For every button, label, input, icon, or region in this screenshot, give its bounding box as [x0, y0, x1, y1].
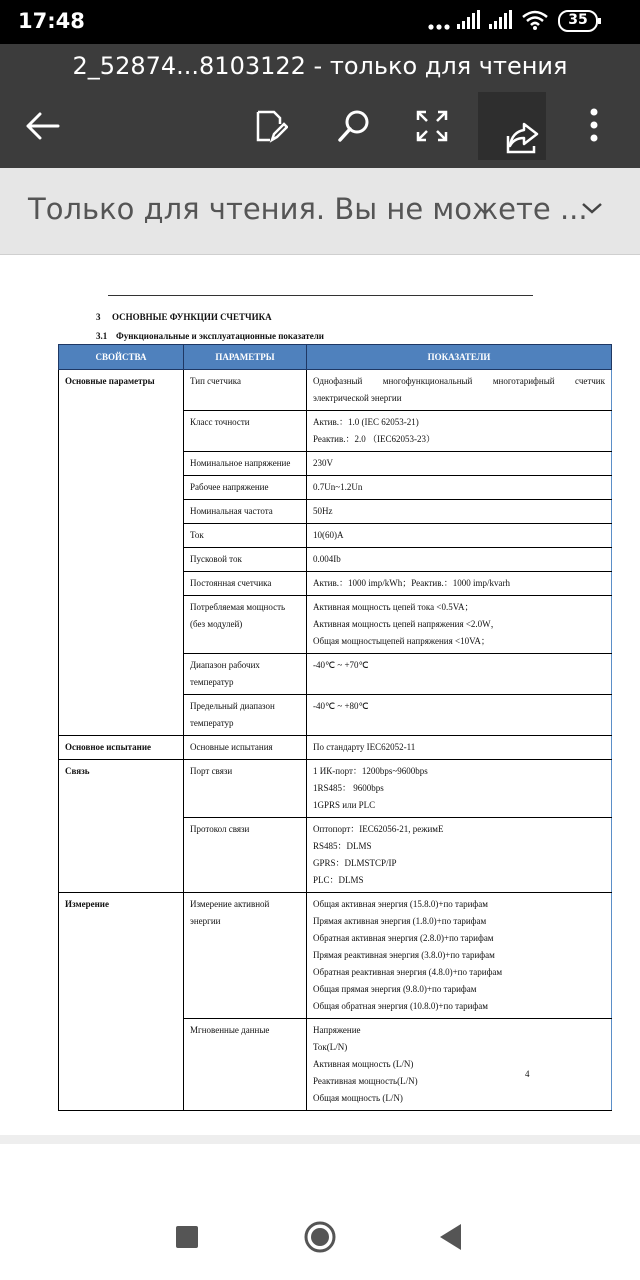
section-number: 3 [96, 312, 101, 322]
value-cell [307, 695, 612, 736]
parameter-cell [184, 695, 307, 736]
value-line: Обратная реактивная энергия (4.8.0)+по тарифам [313, 967, 503, 977]
value-line: Общая мощность (L/N) [313, 1093, 403, 1103]
value-cell [307, 654, 612, 695]
value-line: Общая обратная энергия (10.8.0)+по тарифам [313, 1001, 488, 1011]
property-cell: Измерение [59, 893, 184, 1111]
column-header: СВОЙСТВА [59, 345, 184, 370]
parameter-cell [184, 760, 307, 818]
value-cell [307, 548, 612, 572]
parameter-line: Основные испытания [190, 742, 273, 752]
property-cell: Основные параметры [59, 370, 184, 736]
chevron-down-icon[interactable] [580, 200, 604, 221]
value-cell [307, 476, 612, 500]
parameter-cell [184, 1019, 307, 1111]
value-line: По стандарту IEC62052-11 [313, 742, 416, 752]
next-page-area [0, 1144, 640, 1190]
signal-icon [488, 10, 512, 35]
parameter-cell [184, 893, 307, 1019]
parameter-line: Порт связи [190, 766, 233, 776]
parameter-line: Ток [190, 530, 204, 540]
fullscreen-button[interactable] [404, 96, 460, 156]
parameter-cell [184, 452, 307, 476]
parameter-line: температур [190, 718, 234, 728]
table-row [59, 760, 612, 818]
value-line: Прямая активная энергия (1.8.0)+по тарифам [313, 916, 487, 926]
value-line: 0.7Un~1.2Un [313, 482, 363, 492]
value-line: Реактив.：2.0 （IEC62053-23） [313, 434, 435, 444]
column-header: ПОКАЗАТЕЛИ [307, 345, 612, 370]
value-cell [307, 760, 612, 818]
parameter-line: Номинальная частота [190, 506, 273, 516]
section-title: ОСНОВНЫЕ ФУНКЦИИ СЧЕТЧИКА [112, 312, 272, 322]
value-line: Напряжение [313, 1025, 361, 1035]
parameter-cell [184, 736, 307, 760]
back-icon [428, 1249, 478, 1266]
value-line: Однофазный многофункциональный многотарифный счетчик [313, 376, 605, 386]
value-line: электрической энергии [313, 393, 402, 403]
status-time: 17:48 [18, 9, 85, 33]
page-number: 4 [525, 1069, 530, 1079]
parameter-line: Предельный диапазон [190, 701, 275, 711]
value-cell [307, 736, 612, 760]
battery-level: 35 [568, 12, 588, 28]
home-button[interactable] [295, 1212, 345, 1262]
share-button[interactable] [478, 92, 546, 160]
edit-button[interactable] [242, 96, 298, 156]
value-line: 1GPRS или PLC [313, 800, 376, 810]
section-heading [96, 312, 272, 322]
parameter-line: Рабочее напряжение [190, 482, 269, 492]
status-bar [0, 0, 640, 44]
value-line: 50Hz [313, 506, 333, 516]
battery-icon [558, 9, 602, 38]
value-line: Актив.：1.0 (IEC 62053-21) [313, 417, 419, 427]
property-cell: Основное испытание [59, 736, 184, 760]
parameter-line: Постоянная счетчика [190, 578, 272, 588]
parameter-line: Диапазон рабочих [190, 660, 260, 670]
table-header-row [59, 345, 612, 370]
table-row [59, 893, 612, 1019]
value-line: 1RS485： 9600bps [313, 783, 384, 793]
parameter-line: Потребляемая мощность [190, 602, 286, 612]
value-line: Актив.：1000 imp/kWh；Реактив.：1000 imp/kvarh [313, 578, 510, 588]
value-line: GPRS：DLMSTCP/IP [313, 858, 397, 868]
table-row [59, 736, 612, 760]
read-only-banner[interactable] [0, 168, 640, 255]
property-cell: Связь [59, 760, 184, 893]
header-rule [108, 295, 533, 296]
value-line: 10(60)A [313, 530, 344, 540]
app-header [0, 44, 640, 168]
value-cell [307, 1019, 612, 1111]
value-line: Активная мощность цепей напряжения <2.0W， [313, 619, 500, 629]
value-line: Общая активная энергия (15.8.0)+по тарифам [313, 899, 488, 909]
value-cell [307, 370, 612, 411]
parameter-cell [184, 596, 307, 654]
parameter-cell [184, 572, 307, 596]
parameter-line: температур [190, 677, 234, 687]
value-line: Активная мощность (L/N) [313, 1059, 414, 1069]
value-line: Реактивная мощность(L/N) [313, 1076, 418, 1086]
subsection-number: 3.1 [96, 331, 108, 341]
more-dots-icon [428, 18, 450, 36]
status-icons [428, 10, 628, 34]
column-header: ПАРАМЕТРЫ [184, 345, 307, 370]
document-title: 2_52874...8103122 - только для чтения [72, 52, 568, 80]
value-cell [307, 572, 612, 596]
value-line: Оптопорт：IEC62056-21, режимE [313, 824, 444, 834]
parameter-cell [184, 548, 307, 572]
more-options-button[interactable] [570, 96, 626, 156]
value-line: 0.004Ib [313, 554, 341, 564]
value-line: Ток(L/N) [313, 1042, 348, 1052]
parameter-cell [184, 411, 307, 452]
system-back-button[interactable] [428, 1212, 478, 1262]
document-page[interactable] [0, 255, 640, 1135]
wifi-icon [522, 10, 548, 35]
parameter-line: (без модулей) [190, 619, 243, 629]
value-line: Общая прямая энергия (9.8.0)+по тарифам [313, 984, 477, 994]
spec-table [58, 344, 612, 1111]
parameter-cell [184, 818, 307, 893]
parameter-line: Измерение активной [190, 899, 270, 909]
parameter-cell [184, 524, 307, 548]
home-icon [295, 1249, 345, 1266]
value-line: Прямая реактивная энергия (3.8.0)+по тарифам [313, 950, 495, 960]
recent-apps-button[interactable] [162, 1212, 212, 1262]
search-button[interactable] [326, 96, 382, 156]
table-row [59, 370, 612, 411]
value-line: RS485：DLMS [313, 841, 372, 851]
recent-apps-icon [162, 1249, 212, 1266]
parameter-line: Тип счетчика [190, 376, 241, 386]
parameter-line: Пусковой ток [190, 554, 242, 564]
value-line: PLC：DLMS [313, 875, 364, 885]
parameter-cell [184, 370, 307, 411]
value-line: Обратная активная энергия (2.8.0)+по тарифам [313, 933, 494, 943]
subsection-heading [96, 331, 324, 341]
value-line: -40℃ ~ +70℃ [313, 660, 369, 670]
value-line: Активная мощность цепей тока <0.5VA； [313, 602, 474, 612]
value-line: -40℃ ~ +80℃ [313, 701, 369, 711]
value-cell [307, 500, 612, 524]
value-line: 230V [313, 458, 333, 468]
value-line: 1 ИК-порт：1200bps~9600bps [313, 766, 428, 776]
banner-text: Только для чтения. Вы не можете ... [28, 192, 588, 226]
parameter-cell [184, 476, 307, 500]
value-cell [307, 818, 612, 893]
value-cell [307, 411, 612, 452]
back-button[interactable] [14, 96, 70, 156]
navigation-bar [0, 1190, 640, 1280]
parameter-cell [184, 654, 307, 695]
parameter-line: Протокол связи [190, 824, 250, 834]
parameter-line: Класс точности [190, 417, 250, 427]
value-cell [307, 452, 612, 476]
value-cell [307, 893, 612, 1019]
value-cell [307, 596, 612, 654]
parameter-line: Номинальное напряжение [190, 458, 291, 468]
value-cell [307, 524, 612, 548]
parameter-cell [184, 500, 307, 524]
subsection-title: Функциональные и эксплуатационные показатели [116, 331, 324, 341]
parameter-line: энергии [190, 916, 221, 926]
signal-icon [456, 10, 480, 35]
value-line: Общая мощностыцепей напряжения <10VA； [313, 636, 490, 646]
parameter-line: Мгновенные данные [190, 1025, 270, 1035]
